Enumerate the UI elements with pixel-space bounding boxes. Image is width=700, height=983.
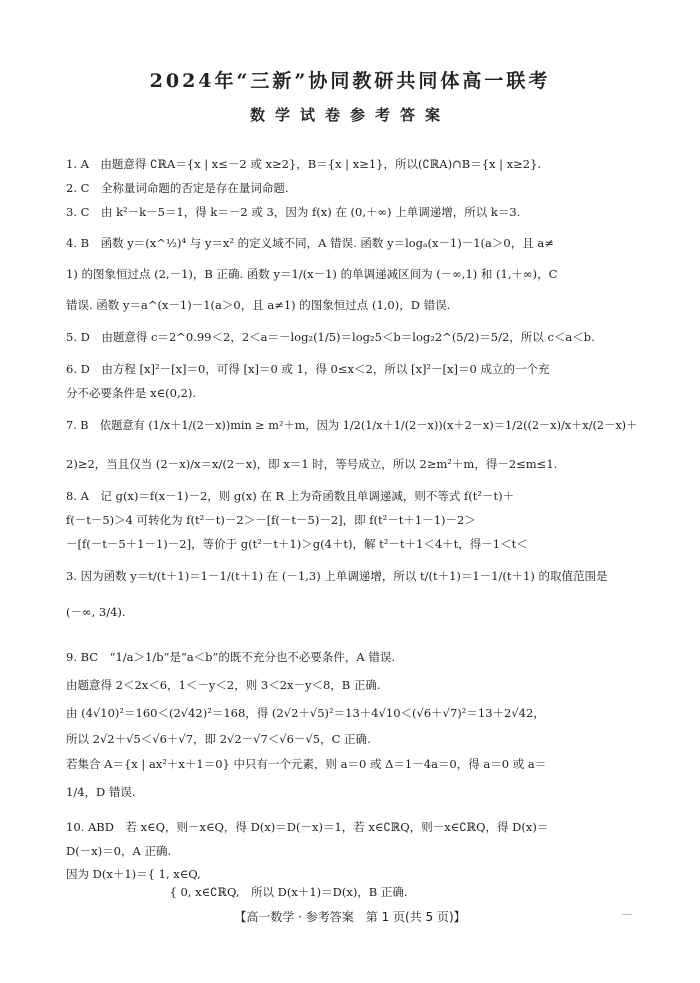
- answer-line-5: 1) 的图象恒过点 (2,－1)，B 正确. 函数 y＝1/(x－1) 的单调递减区间为 (－∞,1) 和 (1,＋∞)，C: [66, 267, 558, 281]
- answer-line-17: 9. BC “1/a＞1/b”是“a＜b”的既不充分也不必要条件，A 错误.: [66, 650, 396, 664]
- answer-line-25: 因为 D(x＋1)＝{ 1, x∈Q,: [66, 867, 201, 881]
- answer-line-11: 2)≥2，当且仅当 (2－x)/x＝x/(2－x)，即 x＝1 时，等号成立，所以 2≥m²＋m，得－2≤m≤1.: [66, 457, 558, 471]
- answer-line-24: D(－x)＝0，A 正确.: [66, 844, 172, 858]
- answer-line-20: 所以 2√2＋√5＜√6＋√7，即 2√2－√7＜√6－√5，C 正确.: [66, 732, 371, 746]
- answer-line-18: 由题意得 2＜2x＜6，1＜－y＜2，则 3＜2x－y＜8，B 正确.: [66, 678, 381, 692]
- answer-line-10: 7. B 依题意有 (1/x＋1/(2－x))min ≥ m²＋m，因为 1/2(1/x＋1/(2－x))(x＋2－x)＝1/2((2－x)/x＋x/(2－x)＋: [66, 419, 638, 432]
- answer-line-15: 3. 因为函数 y＝t/(t＋1)＝1－1/(t＋1) 在 (－1,3) 上单调递增，所以 t/(t＋1)＝1－1/(t＋1) 的取值范围是: [66, 569, 608, 583]
- answer-line-23: 10. ABD 若 x∈Q，则－x∈Q，得 D(x)＝D(－x)＝1，若 x∈∁ℝQ，则－x∈∁ℝQ，得 D(x)＝: [66, 820, 549, 834]
- page-subtitle: 数学试卷参考答案: [249, 106, 450, 124]
- answer-line-12: 8. A 记 g(x)＝f(x－1)－2，则 g(x) 在 R 上为奇函数且单调递减，则不等式 f(t²－t)＋: [66, 489, 515, 503]
- page-title: 2024年“三新”协同教研共同体高一联考: [149, 70, 551, 92]
- corner-mark: [622, 914, 632, 915]
- answer-line-22: 1/4，D 错误.: [66, 785, 136, 799]
- answer-line-13: f(－t－5)＞4 可转化为 f(t²－t)－2＞－[f(－t－5)－2]，即 f(t²－t＋1－1)－2＞: [66, 513, 476, 527]
- answer-line-9: 分不必要条件是 x∈(0,2).: [66, 386, 197, 400]
- page-footer: 【高一数学 · 参考答案 第 1 页(共 5 页)】: [234, 910, 466, 924]
- answer-line-21: 若集合 A＝{x | ax²＋x＋1＝0} 中只有一个元素，则 a＝0 或 Δ＝1－4a＝0，得 a＝0 或 a＝: [66, 757, 547, 771]
- answer-line-2: 2. C 全称量词命题的否定是存在量词命题.: [66, 181, 289, 195]
- answer-line-26: { 0, x∈∁ℝQ, 所以 D(x＋1)＝D(x)，B 正确.: [66, 885, 408, 899]
- answer-line-3: 3. C 由 k²－k－5＝1，得 k＝－2 或 3，因为 f(x) 在 (0,＋∞) 上单调递增，所以 k＝3.: [66, 205, 521, 219]
- answer-line-14: －[f(－t－5＋1－1)－2]，等价于 g(t²－t＋1)＞g(4＋t)，解 t²－t＋1＜4＋t，得－1＜t＜: [66, 537, 528, 551]
- answer-line-1: 1. A 由题意得 ∁ℝA＝{x | x≤－2 或 x≥2}，B＝{x | x≥1}，所以(∁ℝA)∩B＝{x | x≥2}.: [66, 157, 542, 171]
- answer-line-8: 6. D 由方程 [x]²－[x]＝0，可得 [x]＝0 或 1，得 0≤x＜2，所以 [x]²－[x]＝0 成立的一个充: [66, 362, 550, 376]
- answer-line-7: 5. D 由题意得 c＝2^0.99＜2，2＜a＝－log₂(1/5)＝log₂5＜b＝log₂2^(5/2)＝5/2，所以 c＜a＜b.: [66, 330, 595, 344]
- answer-line-6: 错误. 函数 y＝a^(x－1)－1(a＞0，且 a≠1) 的图象恒过点 (1,0)，D 错误.: [66, 298, 451, 312]
- answer-line-4: 4. B 函数 y＝(x^½)⁴ 与 y＝x² 的定义域不同，A 错误. 函数 y＝logₐ(x－1)－1(a＞0，且 a≠: [66, 236, 554, 250]
- answer-line-16: (－∞, 3/4).: [66, 605, 126, 619]
- answer-line-19: 由 (4√10)²＝160＜(2√42)²＝168，得 (2√2＋√5)²＝13＋4√10＜(√6＋√7)²＝13＋2√42，: [66, 706, 545, 720]
